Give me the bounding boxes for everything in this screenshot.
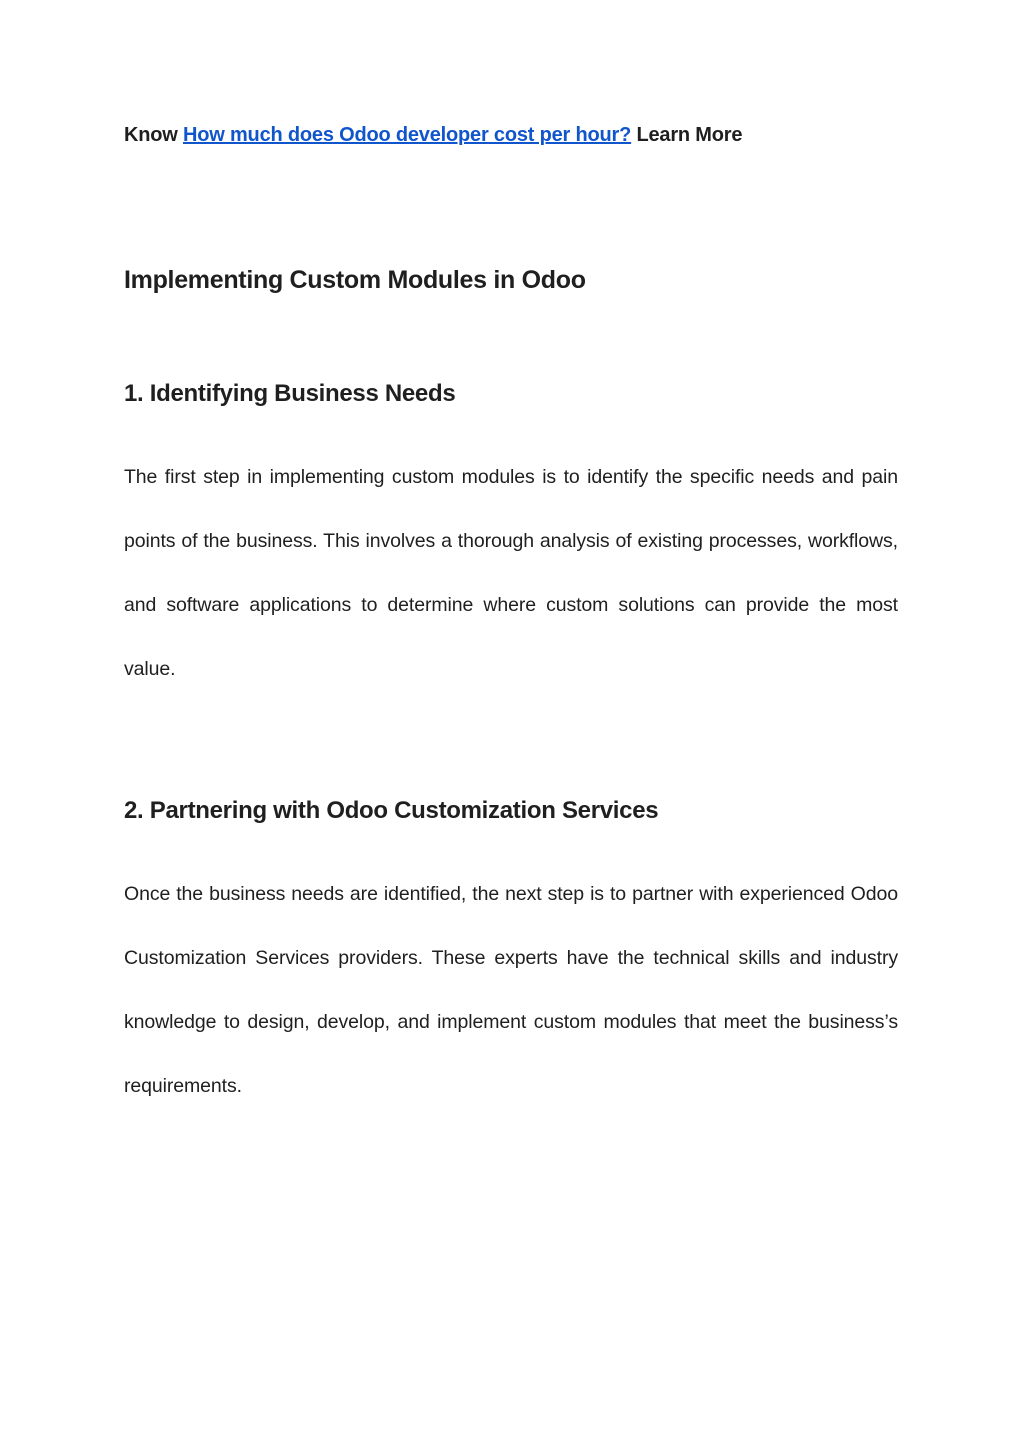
section-heading-identifying-needs: 1. Identifying Business Needs [124, 380, 456, 407]
main-heading: Implementing Custom Modules in Odoo [124, 266, 586, 294]
intro-suffix: Learn More [631, 124, 743, 146]
intro-line [124, 124, 742, 147]
intro-prefix: Know [124, 124, 183, 146]
section-body-identifying-needs: The first step in implementing custom modules is to identify the specific needs and pain points of the business. This involves a thorough analysis of existing processes, workflows, and software applications to determine where custom solutions can provide the most value. [124, 466, 898, 680]
section-body-partnering: Once the business needs are identified, the next step is to partner with experienced Odoo Customization Services providers. These experts have the technical skills and industry knowledge to design, develop, and implement custom modules that meet the business’s requirements. [124, 883, 898, 1097]
odoo-developer-cost-link[interactable]: How much does Odoo developer cost per hour? [183, 124, 632, 146]
section-heading-partnering: 2. Partnering with Odoo Customization Services [124, 797, 659, 824]
